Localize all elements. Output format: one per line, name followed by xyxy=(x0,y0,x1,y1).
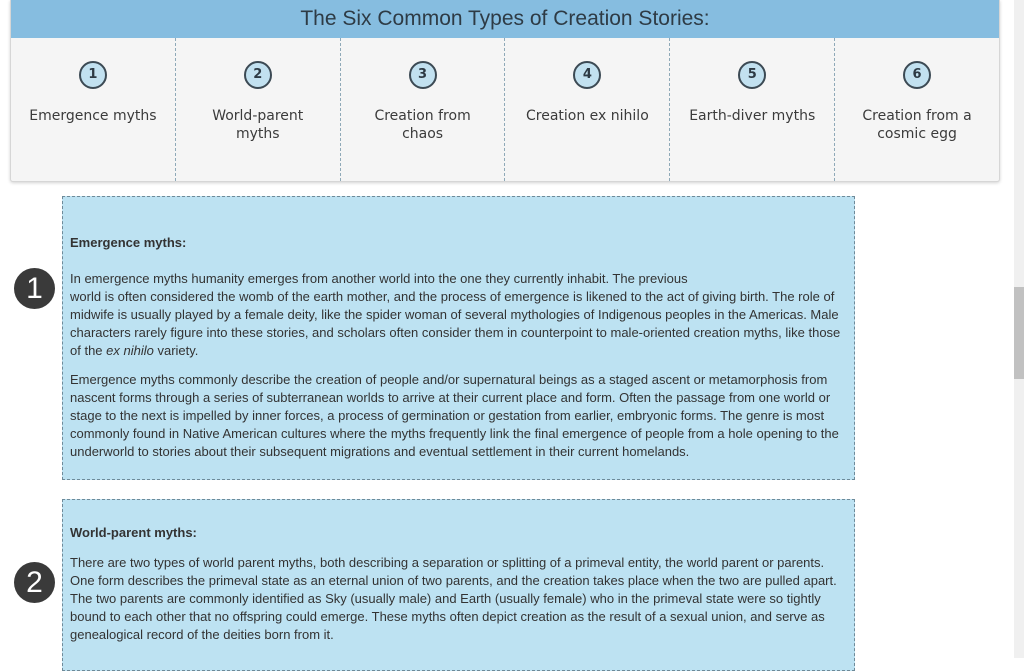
myth-section-world-parent xyxy=(62,499,855,671)
myth-paragraph-end: variety. xyxy=(153,343,199,358)
type-number-badge: 3 xyxy=(409,61,437,89)
type-label: Creation ex nihilo xyxy=(526,108,649,124)
panel-title: The Six Common Types of Creation Stories: xyxy=(11,0,999,38)
type-item-world-parent[interactable] xyxy=(176,38,341,181)
type-label: Creation from a cosmic egg xyxy=(862,108,972,142)
myth-paragraph xyxy=(70,270,854,360)
myth-title: World-parent myths: xyxy=(70,525,197,540)
type-number-badge: 4 xyxy=(573,61,601,89)
creation-types-panel xyxy=(10,0,1000,182)
type-item-earth-diver[interactable] xyxy=(670,38,835,181)
type-item-chaos[interactable] xyxy=(341,38,506,181)
myth-paragraph: There are two types of world parent myths, both describing a separation or splitting of a primeval entity, the world parent or parents. One form describes the primeval state as an eternal union of two parents, and the creation takes place when the two are pulled apart. The two parents are commonly identified as Sky (usually male) and Earth (usually female) who in the primeval state were so tightly bound to each other that no offspring could emerge. These myths often depict creation as the result of a sexual union, and serve as genealogical record of the deities born from it. xyxy=(70,555,837,642)
myth-number-badge: 1 xyxy=(14,268,55,309)
type-number-badge: 5 xyxy=(738,61,766,89)
type-label: Earth-diver myths xyxy=(689,108,816,124)
type-number-badge: 2 xyxy=(244,61,272,89)
myth-section-emergence xyxy=(62,196,855,480)
type-label: Creation from chaos xyxy=(374,108,471,142)
myth-paragraph-first-line: In emergence myths humanity emerges from another world into the one they currently inhabit. The previous xyxy=(70,271,688,286)
type-item-ex-nihilo[interactable] xyxy=(505,38,670,181)
scrollbar-thumb[interactable] xyxy=(1014,287,1024,379)
myth-number-badge: 2 xyxy=(14,562,55,603)
vertical-scrollbar[interactable] xyxy=(1014,0,1024,658)
myth-paragraph: Emergence myths commonly describe the creation of people and/or supernatural beings as a staged ascent or metamorphosis from nascent forms through a series of subterranean worlds to arrive at their current place and form. Often the passage from one world or stage to the next is impelled by inner forces, a process of germination or gestation from earlier, embryonic forms. The genre is most commonly found in Native American cultures where the myths frequently link the final emergence of people from a hole opening to the underworld to stories about their subsequent migrations and eventual settlement in their current homelands. xyxy=(70,372,839,459)
type-label: World-parent myths xyxy=(212,108,304,142)
types-row xyxy=(11,38,999,181)
type-number-badge: 6 xyxy=(903,61,931,89)
type-label: Emergence myths xyxy=(29,108,157,124)
myth-paragraph-emphasis: ex nihilo xyxy=(106,343,154,358)
myth-paragraph-rest: world is often considered the womb of the earth mother, and the process of emergence is likened to the act of giving birth. The role of midwife is usually played by a female deity, like the spider woman of several mythologies of Indigenous peoples in the Americas. Male characters rarely figure into these stories, and scholars often consider them in counterpoint to male-oriented creation myths, like those of the xyxy=(70,289,841,358)
type-item-emergence[interactable] xyxy=(11,38,176,181)
myth-title: Emergence myths: xyxy=(70,235,187,250)
type-item-cosmic-egg[interactable] xyxy=(835,38,999,181)
type-number-badge: 1 xyxy=(79,61,107,89)
